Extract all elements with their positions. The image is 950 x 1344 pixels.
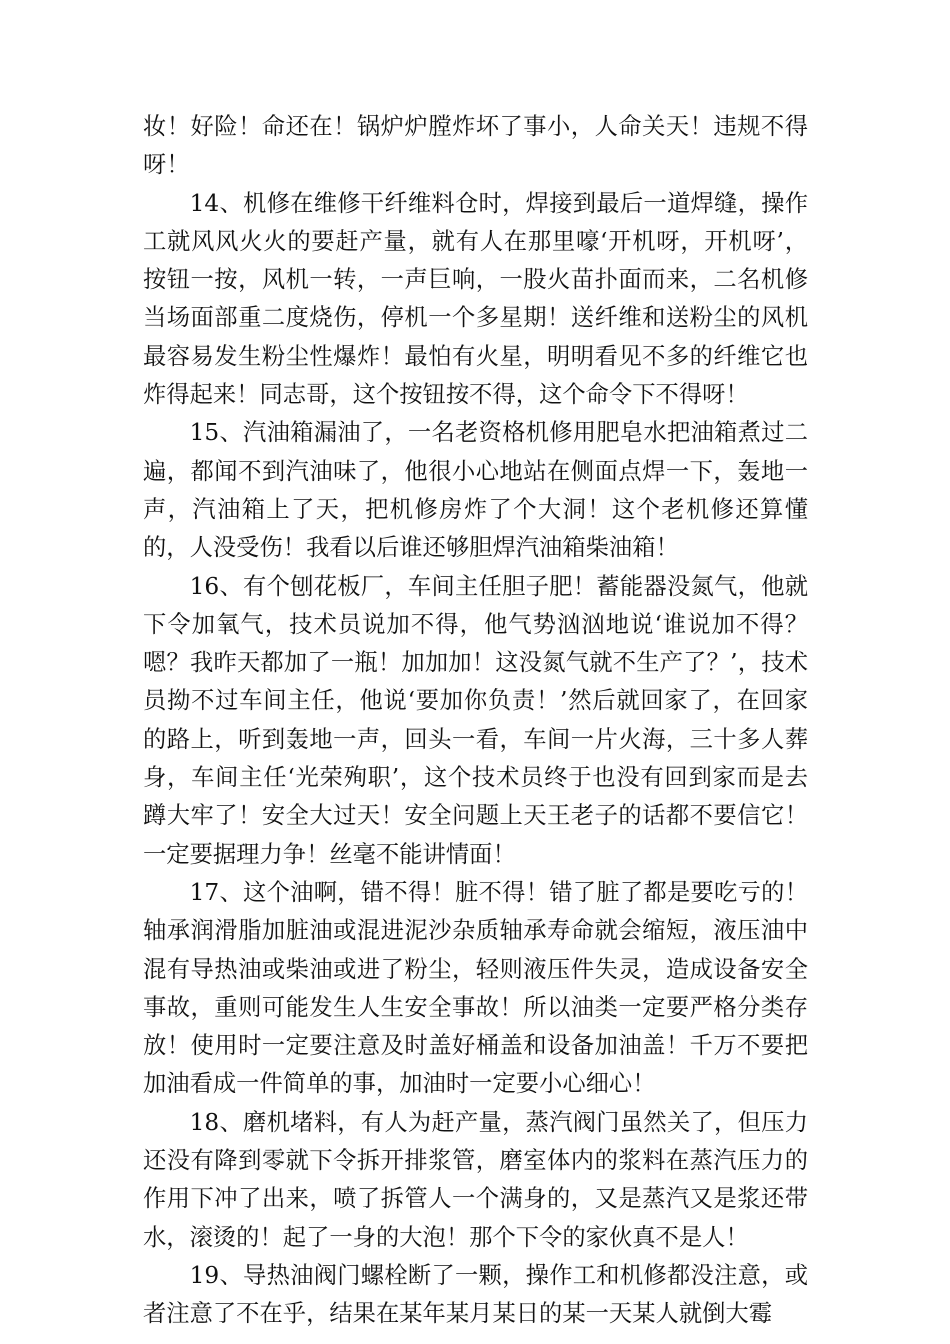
text-line: 当场面部重二度烧伤，停机一个多星期！送纤维和送粉尘的风机	[143, 304, 808, 332]
text-line: 声，汽油箱上了天，把机修房炸了个大洞！这个老机修还算懂的，	[143, 495, 808, 562]
text-line: 妆！好险！命还在！锅炉炉膛炸坏了事小，人命关天！违规不得	[143, 113, 808, 140]
text-line: 按钮一按，风机一转，一声巨响，一股火苗扑面而来，二名机修	[143, 266, 808, 294]
paragraph-item-15	[143, 414, 808, 567]
text-line: 炸得起来！同志哥，这个按钮按不得，这个命令下不得呀！	[143, 381, 749, 409]
text-line: 18、磨机堵料，有人为赶产量，蒸汽阀门虽然关了，但压力	[189, 1108, 808, 1136]
text-line: 嗯？我昨天都加了一瓶！加加加！这没氮气就不生产了？’，技	[143, 649, 785, 677]
text-line: 加油看成一件简单的事，加油时一定要小心细心！	[143, 1070, 656, 1098]
text-line: 还没有降到零就下令拆开排浆管，磨室体内的浆料在蒸汽压力的	[143, 1147, 808, 1175]
text-line: 呀！	[143, 151, 190, 179]
paragraph-item-18	[143, 1104, 808, 1257]
text-line: 信它！一定要据理力争！丝毫不能讲情面！	[143, 802, 809, 868]
text-line: 16、有个刨花板厂，车间主任胆子肥！蓄能器没氮气，他就	[189, 572, 808, 600]
text-line: 工就风风火火的要赶产量，就有人在那里嚎‘开机呀，开机呀’，	[143, 227, 808, 255]
paragraph-item-14	[143, 185, 808, 415]
text-line: 下令加氧气，技术员说加不得，他气势汹汹地说‘谁说加不得？	[143, 610, 808, 638]
text-line: 最容易发生粉尘性爆炸！最怕有火星，明明看见不多的纤维它也	[143, 342, 808, 370]
text-line: 作用下冲了出来，喷了拆管人一个满身的，又是蒸汽又是浆还带	[143, 1185, 808, 1213]
text-line: 轴承润滑脂加脏油或混进泥沙杂质轴承寿命就会缩短，液压油中	[143, 917, 808, 945]
text-line: 混有导热油或柴油或进了粉尘，轻则液压件失灵，造成设备安全	[143, 955, 808, 983]
text-line: 而是去蹲大牢了！安全大过天！安全问题上天王老子的话都不要	[143, 764, 809, 830]
text-line: 19、导热油阀门螺栓断了一颗，操作工和机修都没注意，或	[189, 1261, 808, 1289]
text-line: 14、机修在维修干纤维料仓时，焊接到最后一道焊缝，操作	[189, 189, 808, 217]
paragraph-item-19	[143, 1257, 808, 1334]
paragraph-item-17	[143, 874, 808, 1104]
document-body	[143, 108, 808, 1334]
text-line: 水，滚烫的！起了一身的大泡！那个下令的家伙真不是人！	[143, 1223, 749, 1251]
text-line: 回家的路上，听到轰地一声，回头一看，车间一片火海，三十多	[143, 687, 809, 753]
text-line: 15、汽油箱漏油了，一名老资格机修用肥皂水把油箱煮过二	[189, 419, 808, 447]
text-line: 事故，重则可能发生人生安全事故！所以油类一定要严格分类存	[143, 993, 808, 1021]
text-line: 放！使用时一定要注意及时盖好桶盖和设备加油盖！千万不要把	[143, 1032, 808, 1060]
text-line: 者注意了不在乎，结果在某年某月某日的某一天某人就倒大霉	[143, 1300, 773, 1328]
text-line: 人没受伤！我看以后谁还够胆焊汽油箱柴油箱！	[189, 534, 679, 562]
text-line: 人葬身，车间主任‘光荣殉职’，这个技术员终于也没有回到家	[143, 725, 809, 792]
text-line: 术员拗不过车间主任，他说‘要加你负责！’然后就回家了，在	[143, 649, 808, 715]
text-line: 遍，都闻不到汽油味了，他很小心地站在侧面点焊一下，轰地一	[143, 457, 808, 485]
paragraph-item-16	[143, 568, 808, 874]
paragraph-continued	[143, 108, 808, 185]
text-line: 17、这个油啊，错不得！脏不得！错了脏了都是要吃亏的！	[189, 878, 808, 906]
